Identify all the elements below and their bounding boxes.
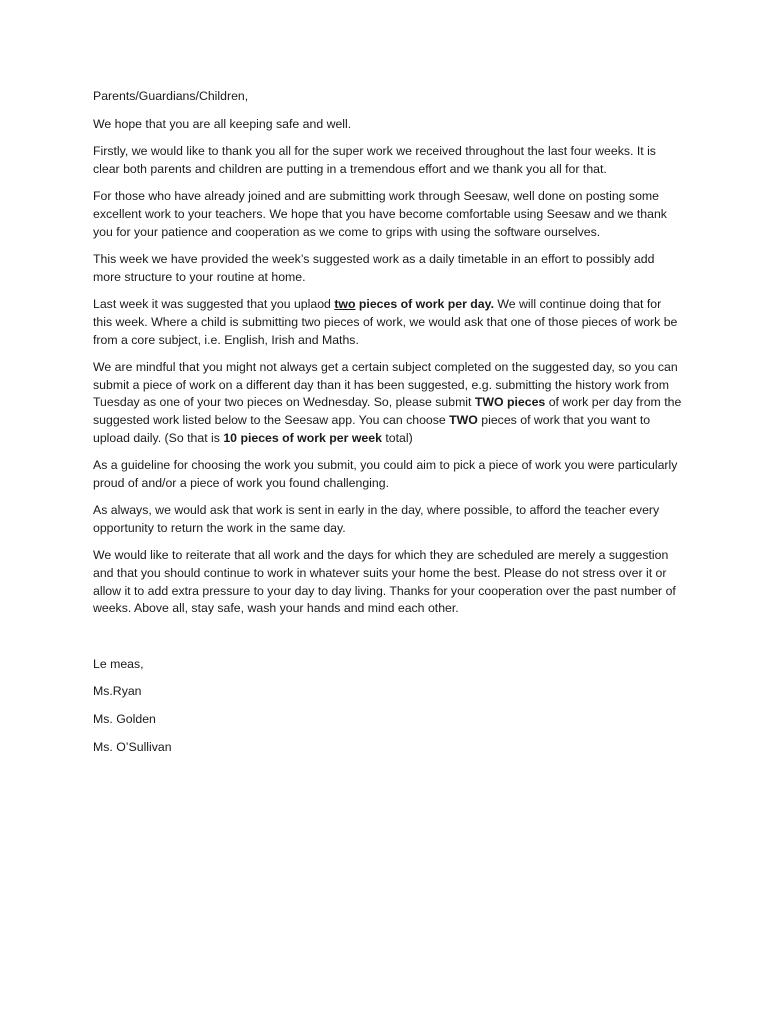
paragraph-thanks: Firstly, we would like to thank you all for the super work we received throughout the last four weeks. It is clear both parents and children are putting in a tremendous effort and we thank you all for that.	[93, 144, 656, 176]
text-segment: We are mindful that you might not always get a certain subject completed on the suggested day, so you can submit a piece of work on a different day than it has been suggested, e.g. submitting the history work from Tuesday as one of your two pieces on Wednesday. So, please submit	[93, 360, 678, 410]
paragraph-flexibility	[93, 359, 683, 447]
letter-body	[93, 88, 683, 766]
emphasis-ten-pieces: 10 pieces of work per week	[223, 430, 382, 445]
emphasis-two: two	[334, 297, 356, 312]
emphasis-two-pieces: TWO pieces	[474, 395, 546, 410]
emphasis-pieces-per-day: pieces of work per day.	[355, 297, 494, 312]
text-segment: total)	[381, 430, 413, 445]
paragraph-early-submission: As always, we would ask that work is sent in early in the day, where possible, to afford the teacher every opportunity to return the work in the same day.	[93, 503, 660, 535]
signoff: Le meas,	[93, 656, 144, 671]
signatory: Ms. Golden	[93, 712, 156, 727]
signatory: Ms. O’Sullivan	[93, 739, 172, 754]
text-segment: of work per day from the suggested work listed below to the Seesaw app. You can choose	[93, 395, 682, 427]
text-segment: pieces of work that you want to upload daily. (So that is	[93, 412, 651, 445]
paragraph-guideline: As a guideline for choosing the work you submit, you could aim to pick a piece of work you were particularly proud of and/or a piece of work you found challenging.	[93, 458, 678, 490]
signatory: Ms.Ryan	[93, 684, 142, 699]
spacer	[93, 628, 683, 656]
paragraph-reiterate: We would like to reiterate that all work and the days for which they are scheduled are merely a suggestion and that you should continue to work in whatever suits your home the best. Please do not stress over it or allow it to add extra pressure to your day to day living. Thanks for your cooperation over the past number of weeks. Above all, stay safe, wash your hands and mind each other.	[93, 548, 676, 616]
paragraph-timetable: This week we have provided the week’s suggested work as a daily timetable in an effort to possibly add more structure to your routine at home.	[93, 252, 655, 284]
salutation: Parents/Guardians/Children,	[93, 89, 249, 103]
text-segment: We will continue doing that for this week. Where a child is submitting two pieces of work, we would ask that one of those pieces of work be from a core subject, i.e. English, Irish and Maths.	[93, 297, 678, 347]
paragraph-work-per-day	[93, 296, 683, 349]
paragraph-seesaw: For those who have already joined and are submitting work through Seesaw, well done on posting some excellent work to your teachers. We hope that you have become comfortable using Seesaw and we thank you for your patience and cooperation as we come to grips with using the software ourselves.	[93, 189, 667, 239]
text-segment: Last week it was suggested that you uplaod	[93, 297, 335, 312]
paragraph-wellbeing: We hope that you are all keeping safe and well.	[93, 116, 352, 131]
emphasis-two: TWO	[449, 412, 478, 427]
